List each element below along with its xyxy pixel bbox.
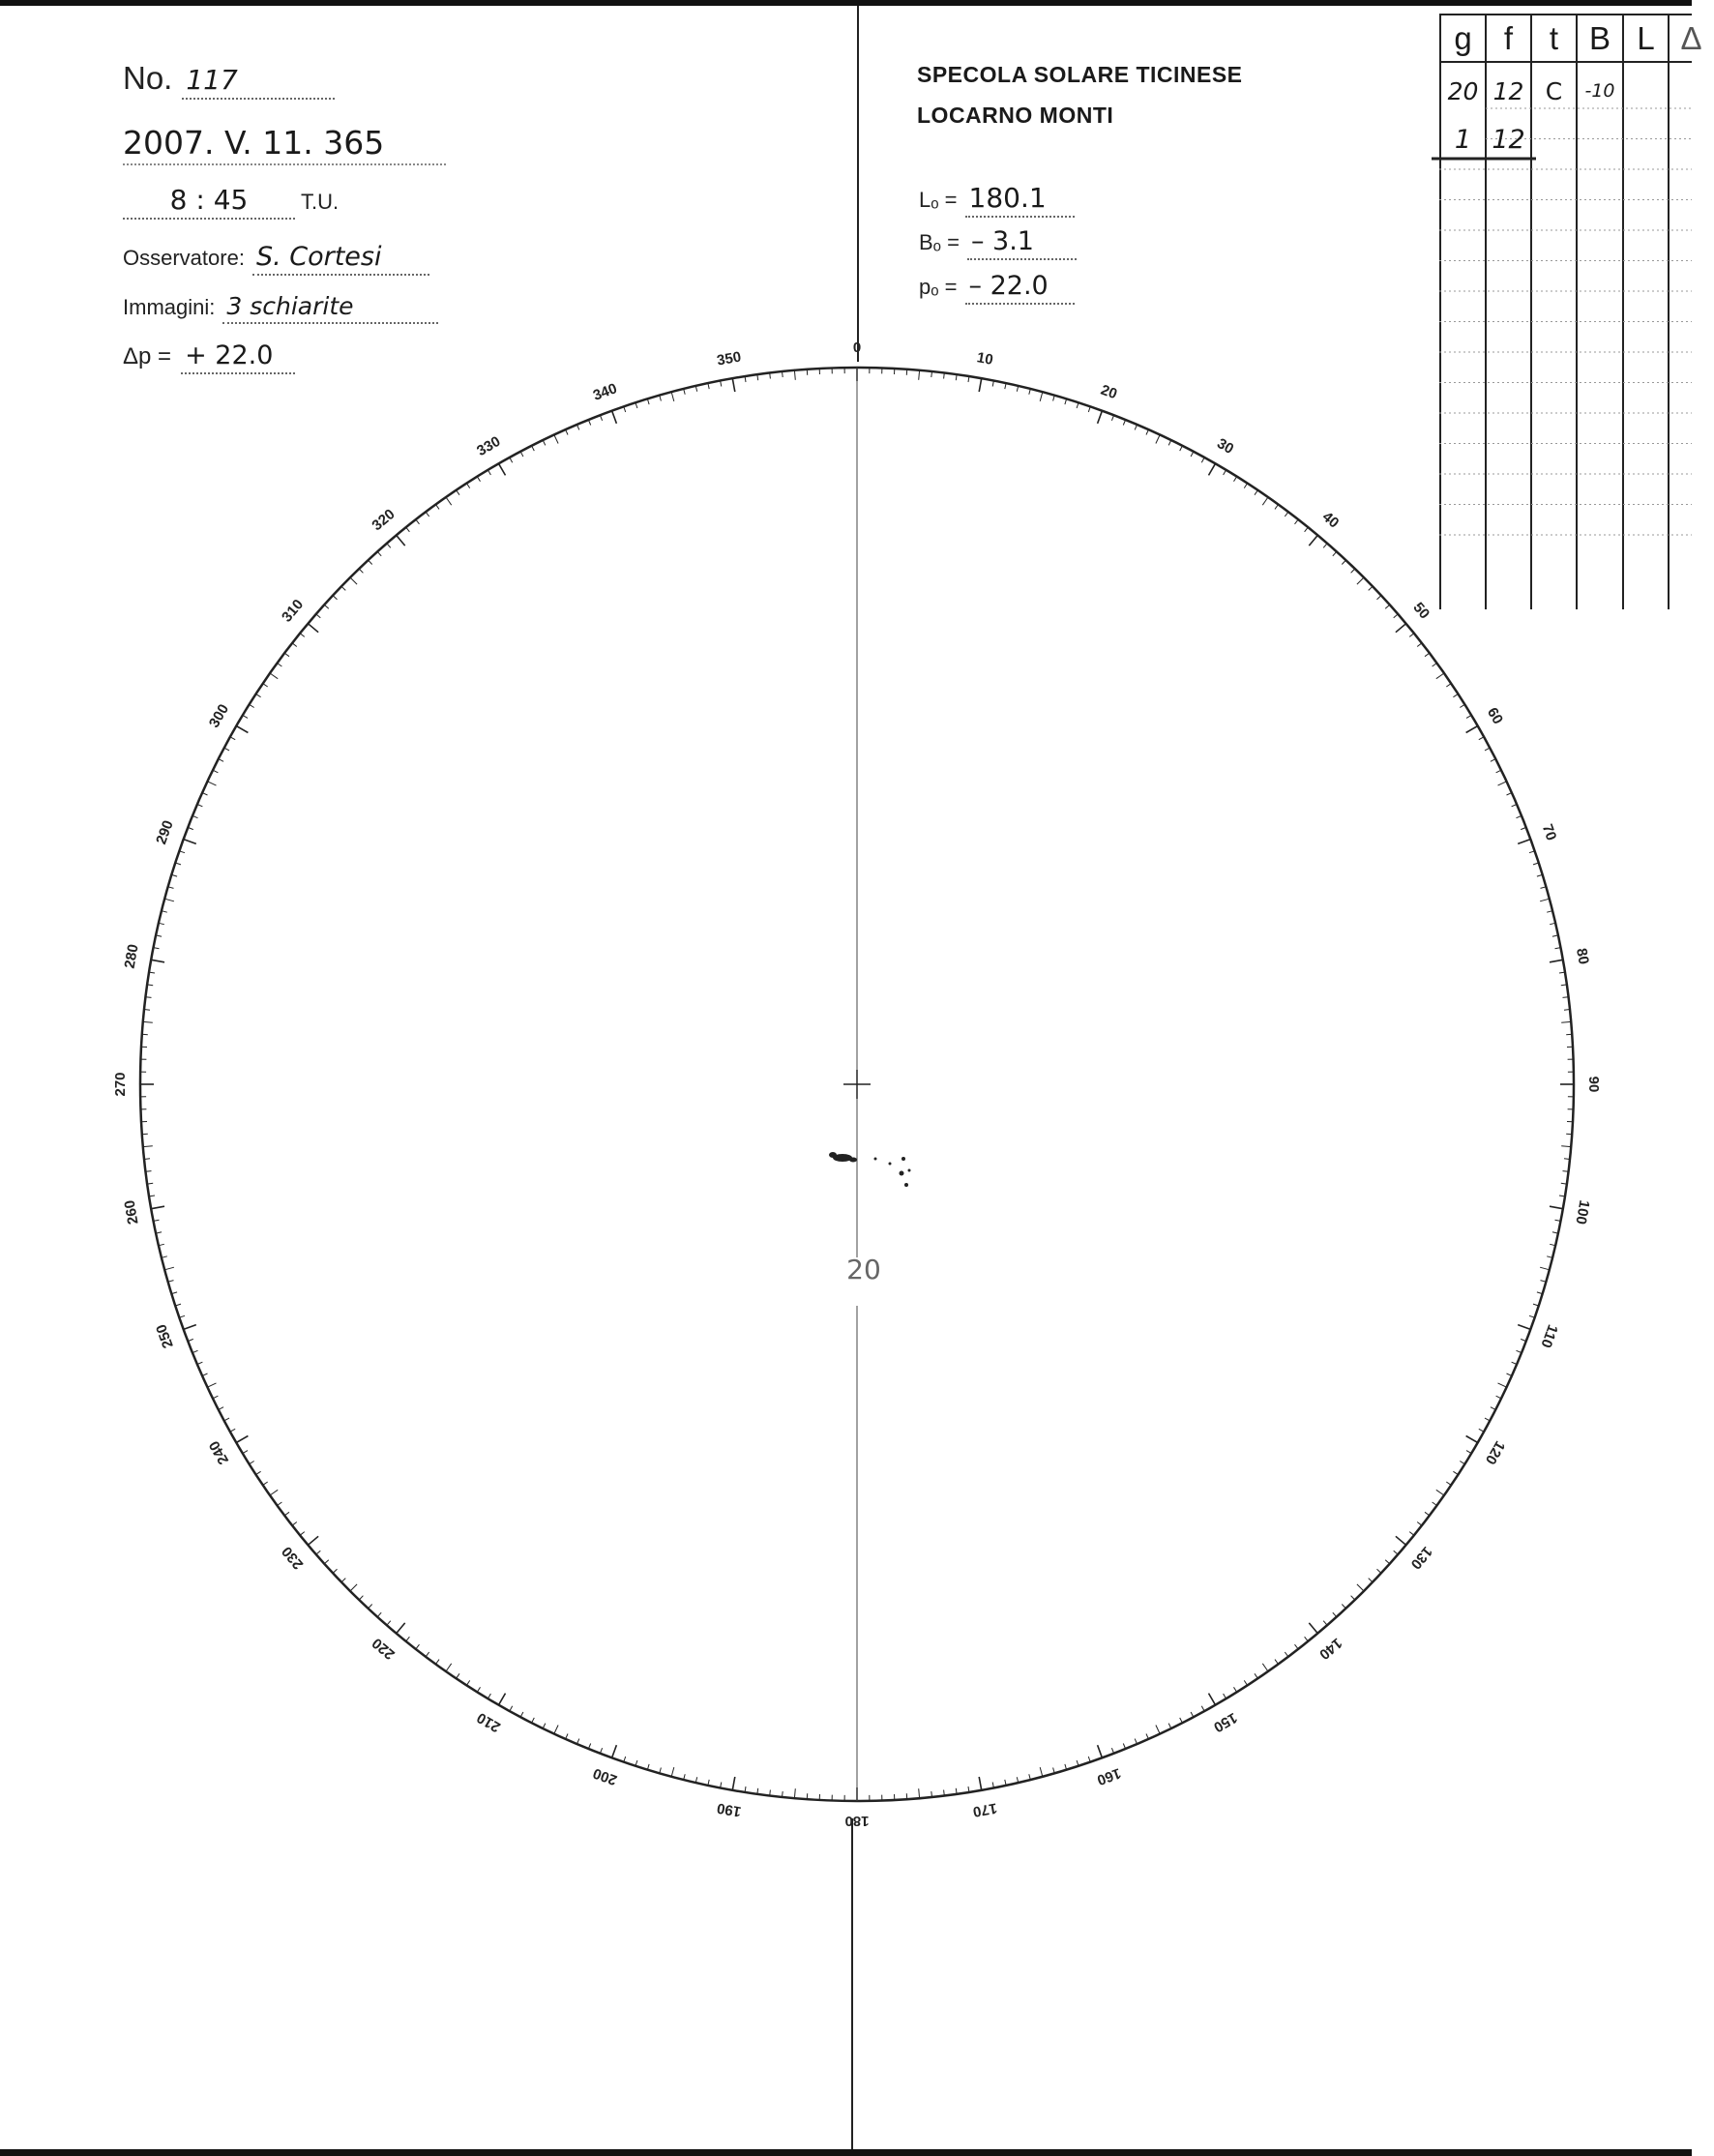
scale-tick <box>436 1660 440 1665</box>
scale-tick <box>1564 1159 1570 1160</box>
scale-tick <box>477 477 480 482</box>
scale-tick <box>1224 1694 1226 1698</box>
scale-tick <box>1518 840 1530 844</box>
scale-label-60: 60 <box>1483 704 1507 727</box>
scale-tick <box>1209 463 1216 475</box>
scale-tick <box>1550 960 1563 962</box>
scale-tick <box>1446 1482 1451 1485</box>
scale-tick <box>341 1579 345 1582</box>
scale-tick <box>219 759 223 762</box>
scale-tick <box>359 1596 363 1600</box>
scale-tick <box>457 1673 459 1678</box>
scale-tick <box>1491 759 1495 762</box>
scale-tick <box>446 1664 452 1671</box>
scale-label-310: 310 <box>279 596 308 626</box>
scale-label-290: 290 <box>153 817 177 847</box>
scale-tick <box>979 1777 982 1790</box>
scale-label-110: 110 <box>1537 1322 1561 1350</box>
scale-tick <box>1244 1680 1247 1685</box>
scale-tick <box>164 899 174 901</box>
scale-tick <box>1466 726 1478 733</box>
scale-tick <box>1357 1584 1364 1591</box>
scale-tick <box>406 527 410 532</box>
scale-tick <box>1369 1579 1373 1582</box>
scale-tick <box>466 484 469 488</box>
scale-tick <box>1323 1621 1327 1626</box>
scale-tick <box>1498 1383 1507 1387</box>
scale-tick <box>566 1734 568 1739</box>
scale-tick <box>292 1522 297 1526</box>
scale-label-10: 10 <box>975 349 994 369</box>
row1-f: 12 <box>1492 76 1524 105</box>
scale-tick <box>406 1637 410 1641</box>
scale-tick <box>1417 643 1422 647</box>
scale-tick <box>1460 704 1464 707</box>
scale-label-240: 240 <box>205 1437 233 1467</box>
scale-tick <box>1275 505 1279 510</box>
scale-tick <box>1146 429 1148 434</box>
scale-tick <box>1466 1451 1471 1454</box>
scale-tick <box>1394 1551 1399 1554</box>
scale-tick <box>1425 1512 1430 1516</box>
scale-tick <box>397 1623 405 1634</box>
delta-p-label: Δp = <box>123 343 172 369</box>
scale-label-270: 270 <box>112 1072 129 1097</box>
row2-f: 12 <box>1492 124 1525 155</box>
scale-tick <box>671 392 674 401</box>
col-header-delta: Δ <box>1680 20 1702 56</box>
scale-tick <box>1201 1706 1204 1711</box>
scale-tick <box>202 793 207 795</box>
scale-tick <box>1098 411 1103 424</box>
scale-tick <box>477 1687 480 1692</box>
scale-label-200: 200 <box>590 1764 620 1788</box>
scale-tick <box>1262 1664 1268 1671</box>
scale-tick <box>1305 527 1309 532</box>
scale-tick <box>243 1451 248 1454</box>
scale-tick <box>316 1551 321 1554</box>
scale-tick <box>1262 497 1268 505</box>
scale-label-80: 80 <box>1573 947 1592 966</box>
scale-tick <box>532 446 535 451</box>
scale-tick <box>554 1726 558 1734</box>
scale-tick <box>1453 694 1458 696</box>
scale-tick <box>1156 434 1160 443</box>
scale-tick <box>219 1407 223 1410</box>
scale-tick <box>426 512 429 517</box>
scale-tick <box>387 544 391 548</box>
scale-label-130: 130 <box>1406 1543 1435 1573</box>
scale-tick <box>1168 440 1171 445</box>
scale-tick <box>256 1471 261 1474</box>
scale-tick <box>350 1584 357 1591</box>
scale-tick <box>499 1694 506 1705</box>
scale-tick <box>1453 1471 1458 1474</box>
scale-tick <box>944 373 945 379</box>
scale-label-170: 170 <box>971 1799 999 1820</box>
scale-tick <box>377 1612 381 1617</box>
l0-label: Lₒ = <box>919 188 958 212</box>
scale-tick <box>1563 1171 1569 1172</box>
scale-tick <box>250 1462 254 1464</box>
scale-tick <box>324 1560 329 1564</box>
scale-tick <box>1433 664 1437 667</box>
scale-tick <box>543 440 546 445</box>
scale-tick <box>1333 1612 1337 1617</box>
scale-tick <box>1485 748 1490 751</box>
col-header-l: L <box>1637 20 1655 56</box>
scale-tick <box>770 1790 771 1796</box>
scale-tick <box>566 429 568 434</box>
scale-tick <box>466 1680 469 1685</box>
scale-tick <box>230 737 235 740</box>
scale-tick <box>1191 452 1194 457</box>
scale-label-280: 280 <box>121 942 142 970</box>
scale-tick <box>732 1777 735 1790</box>
scale-tick <box>308 624 318 633</box>
scale-tick <box>1564 1010 1570 1011</box>
row2-g: 1 <box>1454 124 1472 155</box>
scale-tick <box>794 370 795 380</box>
institution-location: LOCARNO MONTI <box>917 103 1114 128</box>
scale-tick <box>488 470 490 475</box>
scale-tick <box>1498 782 1507 785</box>
scale-tick <box>520 1712 523 1717</box>
scale-tick <box>510 458 513 462</box>
scale-tick <box>1417 1522 1422 1526</box>
scale-label-210: 210 <box>474 1708 504 1736</box>
scale-label-140: 140 <box>1315 1634 1345 1663</box>
scale-tick <box>143 1021 153 1022</box>
scale-label-350: 350 <box>715 348 743 369</box>
scale-tick <box>1436 673 1444 679</box>
scale-tick <box>397 535 405 546</box>
scale-tick <box>151 1206 164 1209</box>
scale-tick <box>256 694 261 696</box>
scale-tick <box>510 1706 513 1711</box>
scale-label-250: 250 <box>153 1321 177 1351</box>
scale-tick <box>1309 535 1317 546</box>
scale-tick <box>1342 1605 1345 1609</box>
scale-tick <box>1295 1644 1299 1649</box>
scale-tick <box>263 1482 268 1485</box>
scale-tick <box>207 1383 216 1387</box>
scale-tick <box>146 1171 152 1172</box>
scale-tick <box>151 960 164 962</box>
scale-tick <box>1507 1373 1512 1375</box>
scale-label-330: 330 <box>474 432 504 460</box>
scale-tick <box>532 1718 535 1723</box>
scale-tick <box>1466 1436 1478 1443</box>
scale-tick <box>207 782 216 785</box>
scale-tick <box>1479 737 1484 740</box>
scale-tick <box>436 505 440 510</box>
observer-label: Osservatore: <box>123 246 245 270</box>
scale-tick <box>1540 899 1550 901</box>
scale-tick <box>1485 1418 1490 1421</box>
scale-tick <box>1518 1325 1530 1330</box>
scale-tick <box>1234 477 1237 482</box>
scale-tick <box>300 1532 305 1536</box>
scale-tick <box>144 1010 150 1011</box>
scale-tick <box>278 664 282 667</box>
drawing-number-label: No. <box>123 60 173 96</box>
scale-tick <box>1496 770 1501 773</box>
b0-label: Bₒ = <box>919 230 960 254</box>
scale-tick <box>931 1791 932 1797</box>
scale-label-100: 100 <box>1572 1198 1593 1226</box>
scale-tick <box>300 634 305 637</box>
scale-tick <box>184 1325 196 1330</box>
scale-tick <box>270 1490 278 1495</box>
scale-tick <box>979 378 982 392</box>
scale-tick <box>1479 1429 1484 1432</box>
scale-tick <box>1168 1724 1171 1728</box>
scale-tick <box>333 596 337 600</box>
scale-tick <box>146 997 152 998</box>
scale-tick <box>1224 470 1226 475</box>
group-number-label: 20 <box>846 1254 881 1285</box>
scale-tick <box>236 726 248 733</box>
scale-tick <box>1201 458 1204 462</box>
scale-label-180: 180 <box>844 1813 870 1829</box>
scale-tick <box>341 586 345 590</box>
row1-b: -10 <box>1584 80 1615 102</box>
scale-tick <box>250 704 254 707</box>
scale-tick <box>316 614 321 618</box>
scale-tick <box>1309 1623 1317 1634</box>
scale-tick <box>732 378 735 392</box>
scale-tick <box>324 605 329 608</box>
scale-tick <box>554 434 558 443</box>
scale-tick <box>1098 1745 1103 1757</box>
scale-label-230: 230 <box>279 1543 308 1573</box>
scale-tick <box>457 490 459 495</box>
date-value: 2007. V. 11. 365 <box>123 124 446 165</box>
scale-tick <box>1285 1652 1288 1657</box>
scale-label-300: 300 <box>205 701 233 731</box>
scale-tick <box>1333 551 1337 556</box>
scale-tick <box>1285 512 1288 517</box>
scale-tick <box>931 371 932 377</box>
scale-tick <box>292 643 297 647</box>
scale-tick <box>416 519 420 524</box>
scale-tick <box>1295 519 1299 524</box>
scale-tick <box>1357 577 1364 584</box>
scale-tick <box>1409 1532 1414 1536</box>
scale-tick <box>1255 1673 1257 1678</box>
scale-tick <box>1255 490 1257 495</box>
scale-tick <box>1191 1712 1194 1717</box>
scale-label-120: 120 <box>1481 1437 1509 1467</box>
scale-tick <box>446 497 452 505</box>
scale-tick <box>488 1694 490 1698</box>
scale-tick <box>1466 715 1471 718</box>
scale-tick <box>543 1724 546 1728</box>
scale-tick <box>1369 586 1373 590</box>
scale-tick <box>1563 997 1569 998</box>
scale-tick <box>919 370 920 380</box>
scale-tick <box>1209 1694 1216 1705</box>
l0-value: 180.1 <box>965 182 1075 218</box>
images-value: 3 schiarite <box>222 292 438 324</box>
scale-tick <box>1377 596 1381 600</box>
scale-tick <box>1561 1021 1571 1022</box>
scale-tick <box>520 452 523 457</box>
scale-tick <box>1385 605 1390 608</box>
scale-label-40: 40 <box>1318 508 1343 532</box>
scale-tick <box>184 840 196 844</box>
scale-tick <box>369 560 372 564</box>
scale-tick <box>1425 653 1430 657</box>
scale-tick <box>919 1788 920 1798</box>
scale-tick <box>1385 1560 1390 1564</box>
scale-label-50: 50 <box>1409 599 1433 623</box>
b0-value: – 3.1 <box>967 226 1077 260</box>
row1-t: C <box>1545 76 1563 105</box>
scale-tick <box>1040 392 1043 401</box>
scale-tick <box>387 1621 391 1626</box>
scale-label-20: 20 <box>1098 381 1120 403</box>
scale-tick <box>1244 484 1247 488</box>
scale-tick <box>230 1429 235 1432</box>
scale-label-220: 220 <box>369 1634 399 1663</box>
observer-value: S. Cortesi <box>252 242 429 276</box>
scale-tick <box>1507 793 1512 795</box>
scale-tick <box>1275 1660 1279 1665</box>
p0-label: pₒ = <box>919 275 958 299</box>
row1-g: 20 <box>1447 76 1479 105</box>
scale-tick <box>1396 1536 1406 1545</box>
scale-tick <box>612 411 617 424</box>
scale-tick <box>224 748 229 751</box>
scale-tick <box>1180 446 1183 451</box>
scale-label-190: 190 <box>715 1799 743 1820</box>
scale-tick <box>1146 1734 1148 1739</box>
scale-tick <box>1540 1267 1550 1270</box>
scale-tick <box>263 684 268 687</box>
scale-label-160: 160 <box>1094 1764 1124 1788</box>
time-unit-label: T.U. <box>301 190 340 214</box>
scale-tick <box>794 1788 795 1798</box>
scale-tick <box>1305 1637 1309 1641</box>
scale-label-320: 320 <box>369 506 399 535</box>
scale-tick <box>1234 1687 1237 1692</box>
images-label: Immagini: <box>123 295 216 319</box>
scale-label-30: 30 <box>1214 434 1237 458</box>
scale-tick <box>416 1644 420 1649</box>
col-header-b: B <box>1588 20 1611 56</box>
scale-tick <box>612 1745 617 1757</box>
scale-tick <box>1491 1407 1495 1410</box>
scale-tick <box>377 551 381 556</box>
scale-label-90: 90 <box>1585 1076 1602 1093</box>
scale-tick <box>671 1767 674 1777</box>
scale-tick <box>359 569 363 573</box>
scale-tick <box>202 1373 207 1375</box>
scale-tick <box>224 1418 229 1421</box>
scale-tick <box>1433 1502 1437 1506</box>
scale-tick <box>1550 1206 1563 1209</box>
scale-label-260: 260 <box>121 1198 142 1226</box>
p0-value: – 22.0 <box>965 271 1075 305</box>
time-value: 8 : 45 <box>123 184 295 220</box>
scale-tick <box>243 715 248 718</box>
scale-tick <box>236 1436 248 1443</box>
scale-tick <box>1409 634 1414 637</box>
scale-tick <box>1323 544 1327 548</box>
scale-tick <box>1446 684 1451 687</box>
scale-label-150: 150 <box>1210 1708 1240 1736</box>
scale-tick <box>284 653 289 657</box>
scale-tick <box>499 463 506 475</box>
scale-tick <box>1396 624 1406 633</box>
col-header-g: g <box>1454 20 1472 56</box>
scale-tick <box>284 1512 289 1516</box>
scale-tick <box>308 1536 318 1545</box>
delta-p-value: + 22.0 <box>181 340 295 374</box>
scale-tick <box>1436 1490 1444 1495</box>
scale-tick <box>1040 1767 1043 1777</box>
scale-tick <box>369 1605 372 1609</box>
scale-tick <box>1342 560 1345 564</box>
scale-tick <box>278 1502 282 1506</box>
scale-tick <box>213 1396 218 1399</box>
scale-tick <box>213 770 218 773</box>
institution-name: SPECOLA SOLARE TICINESE <box>917 62 1243 87</box>
scale-tick <box>1561 1146 1571 1147</box>
scale-label-70: 70 <box>1538 821 1560 843</box>
scale-tick <box>143 1146 153 1147</box>
scale-tick <box>1394 614 1399 618</box>
scale-tick <box>1377 1569 1381 1573</box>
scale-tick <box>270 673 278 679</box>
scale-tick <box>164 1267 174 1270</box>
col-header-f: f <box>1503 20 1514 56</box>
scale-tick <box>1156 1726 1160 1734</box>
scale-tick <box>1496 1396 1501 1399</box>
scale-tick <box>426 1652 429 1657</box>
scale-tick <box>944 1790 945 1796</box>
scale-tick <box>1460 1462 1464 1464</box>
scale-tick <box>1180 1718 1183 1723</box>
scale-label-340: 340 <box>590 380 620 404</box>
scale-tick <box>333 1569 337 1573</box>
scale-label-0: 0 <box>852 340 862 356</box>
drawing-number-value: 117 <box>182 64 335 100</box>
col-header-t: t <box>1549 20 1559 56</box>
scale-tick <box>350 577 357 584</box>
scale-tick <box>1351 569 1355 573</box>
scale-tick <box>1351 1596 1355 1600</box>
scale-tick <box>144 1159 150 1160</box>
sunspot-group <box>829 1152 911 1187</box>
scale-tick <box>770 373 771 379</box>
